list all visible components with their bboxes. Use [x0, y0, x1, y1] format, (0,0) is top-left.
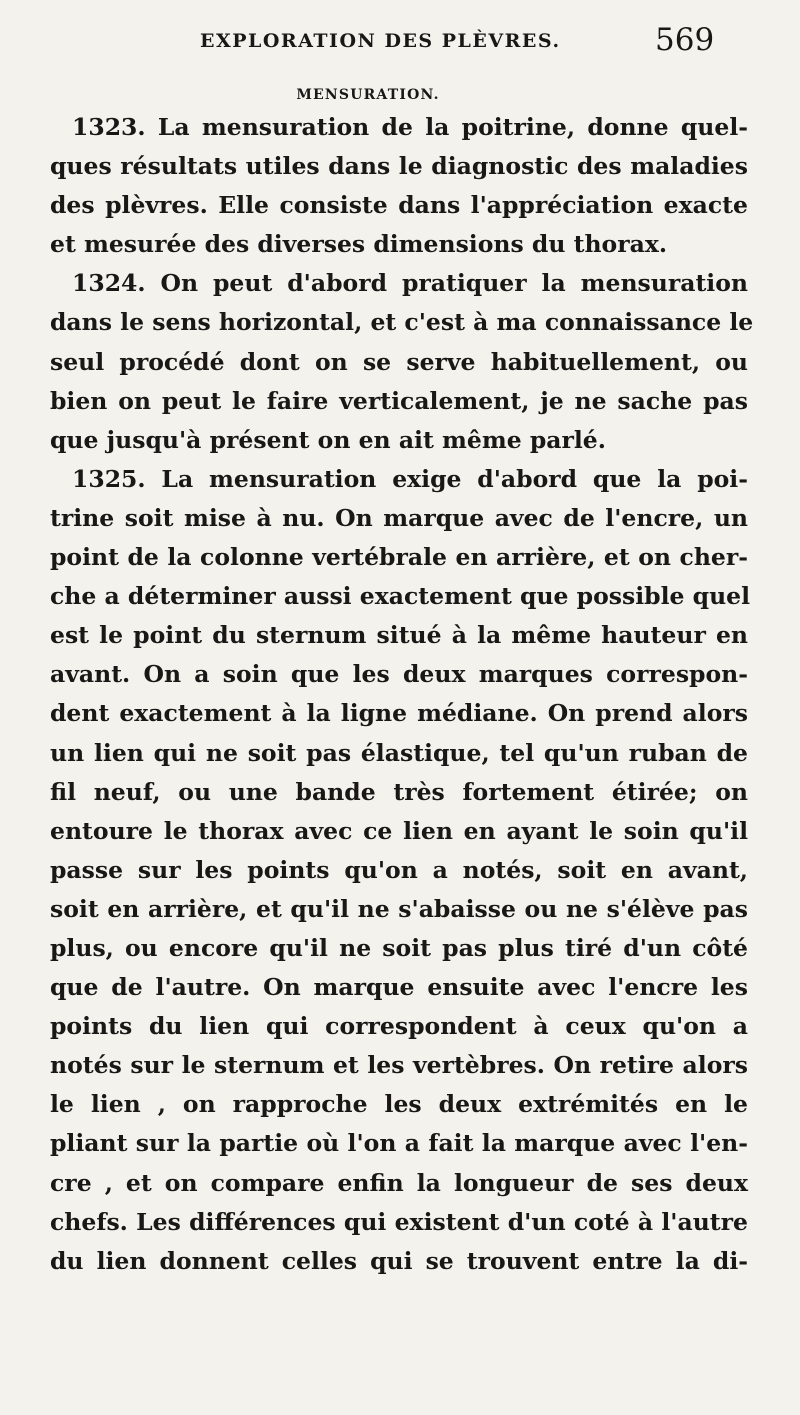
paragraph-1324-line: 1324. On peut d'abord pratiquer la mensuration — [72, 269, 748, 298]
text-line: soit en arrière, et qu'il ne s'abaisse ou ne s'élève pas — [50, 894, 748, 923]
section-heading: MENSURATION. — [296, 87, 440, 103]
text-line: seul procédé dont on se serve habituellement, ou — [50, 347, 748, 376]
text-line: pliant sur la partie où l'on a fait la marque avec l'en- — [50, 1129, 748, 1158]
text-line: que de l'autre. On marque ensuite avec l'encre les — [50, 973, 748, 1002]
text-line: trine soit mise à nu. On marque avec de l'encre, un — [50, 503, 748, 532]
text-line: passe sur les points qu'on a notés, soit en avant, — [50, 855, 748, 884]
paragraph-1323-line: 1323. La mensuration de la poitrine, donne quel- — [72, 113, 748, 141]
text-line: point de la colonne vertébrale en arrière, et on cher- — [50, 543, 748, 572]
text-line: des plèvres. Elle consiste dans l'appréciation exacte — [50, 191, 748, 220]
text-line: entoure le thorax avec ce lien en ayant le soin qu'il — [50, 816, 748, 845]
running-header — [0, 18, 800, 58]
text-line: du lien donnent celles qui se trouvent entre la di- — [50, 1246, 748, 1275]
text-line: le lien , on rapproche les deux extrémités en le — [50, 1090, 748, 1119]
text-line: che a déterminer aussi exactement que possible quel — [50, 582, 751, 611]
text-line: dent exactement à la ligne médiane. On prend alors — [50, 699, 748, 728]
paragraph-1325-line: 1325. La mensuration exige d'abord que la poi- — [72, 464, 748, 493]
text-line: chefs. Les différences qui existent d'un coté à l'autre — [50, 1207, 748, 1236]
text-line: fil neuf, ou une bande très fortement étirée; on — [50, 777, 748, 806]
text-line: plus, ou encore qu'il ne soit pas plus tiré d'un côté — [50, 933, 748, 962]
text-line: et mesurée des diverses dimensions du thorax. — [50, 230, 668, 259]
text-line: bien on peut le faire verticalement, je ne sache pas — [50, 386, 748, 415]
body-text — [50, 108, 754, 1281]
text-line: un lien qui ne soit pas élastique, tel qu'un ruban de — [50, 738, 748, 767]
text-line: est le point du sternum situé à la même hauteur en — [50, 621, 748, 650]
text-line: notés sur le sternum et les vertèbres. On retire alors — [50, 1051, 748, 1080]
page-number: 569 — [655, 22, 715, 58]
text-line: que jusqu'à présent on en ait même parlé. — [50, 425, 606, 454]
text-line: dans le sens horizontal, et c'est à ma connaissance le — [50, 308, 754, 337]
running-title: EXPLORATION DES PLÈVRES. — [200, 30, 561, 52]
text-line: avant. On a soin que les deux marques correspon- — [50, 660, 748, 689]
text-line: points du lien qui correspondent à ceux qu'on a — [50, 1012, 748, 1041]
text-line: ques résultats utiles dans le diagnostic des maladies — [50, 152, 748, 181]
text-line: cre , et on compare enfin la longueur de ses deux — [50, 1168, 748, 1197]
